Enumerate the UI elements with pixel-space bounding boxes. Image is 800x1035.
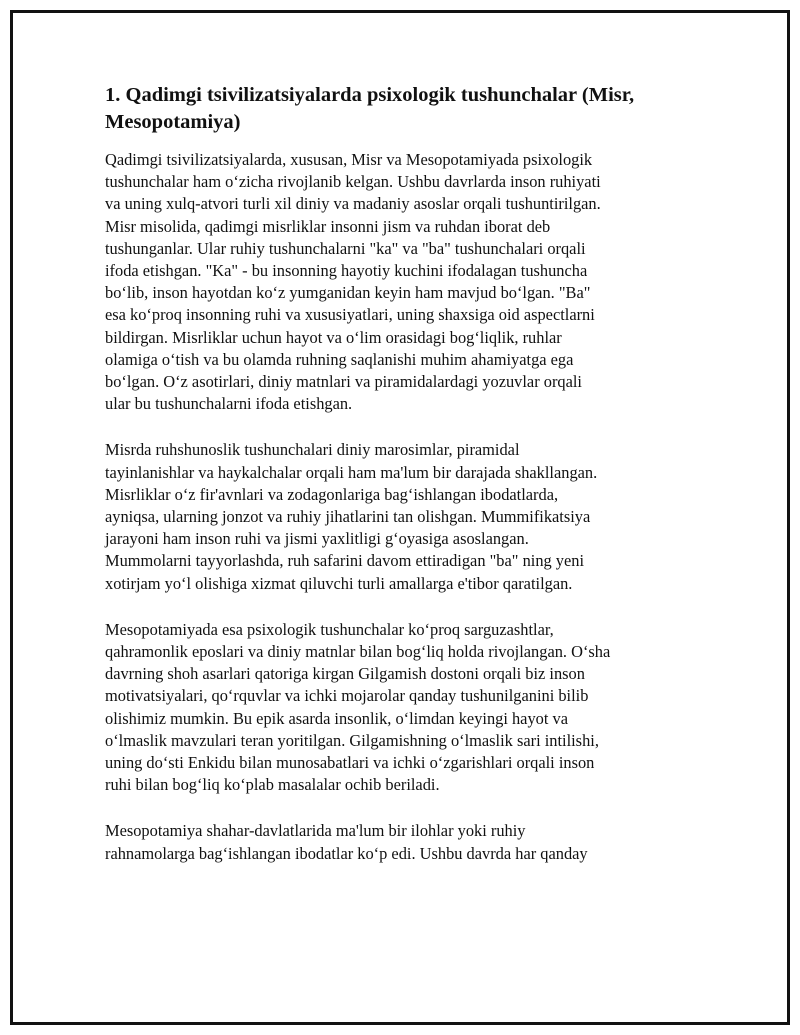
paragraph [105, 439, 685, 594]
paragraph-line: esa ko‘proq insonning ruhi va xususiyatlari, uning shaxsiga oid aspectlarni [105, 305, 595, 325]
document-content [105, 82, 685, 889]
paragraph-line: Misr misolida, qadimgi misrliklar insonni jism va ruhdan iborat deb [105, 216, 551, 236]
paragraph-line: uning do‘sti Enkidu bilan munosabatlari va ichki o‘zgarishlari orqali inson [105, 753, 595, 773]
paragraph-line: xotirjam yo‘l olishiga xizmat qiluvchi turli amallarga e'tibor qaratilgan. [105, 573, 573, 593]
paragraph-line: jarayoni ham inson ruhi va jismi yaxlitligi g‘oyasiga asoslangan. [105, 529, 529, 549]
document-body [105, 149, 685, 865]
paragraph-line: o‘lmaslik mavzulari teran yoritilgan. Gilgamishning o‘lmaslik sari intilishi, [105, 730, 599, 750]
paragraph-line: tushunganlar. Ular ruhiy tushunchalarni "ka" va "ba" tushunchalari orqali [105, 238, 586, 258]
paragraph-line: Mesopotamiya shahar-davlatlarida ma'lum bir ilohlar yoki ruhiy [105, 821, 526, 841]
title-line: 1. Qadimgi tsivilizatsiyalarda psixologik tushunchalar (Misr, [105, 84, 635, 106]
paragraph [105, 820, 685, 864]
paragraph-line: olishimiz mumkin. Bu epik asarda insonlik, o‘limdan keyingi hayot va [105, 708, 568, 728]
paragraph-line: Mesopotamiyada esa psixologik tushunchalar ko‘proq sarguzashtlar, [105, 619, 554, 639]
paragraph-line: ifoda etishgan. "Ka" - bu insonning hayotiy kuchini ifodalagan tushuncha [105, 261, 588, 281]
paragraph [105, 619, 685, 797]
paragraph-line: tushunchalar ham o‘zicha rivojlanib kelgan. Ushbu davrlarda inson ruhiyati [105, 172, 601, 192]
paragraph-line: ayniqsa, ularning jonzot va ruhiy jihatlarini tan olishgan. Mummifikatsiya [105, 507, 591, 527]
paragraph-line: bo‘lgan. O‘z asotirlari, diniy matnlari va piramidalardagi yozuvlar orqali [105, 372, 582, 392]
paragraph-line: ular bu tushunchalarni ifoda etishgan. [105, 394, 353, 414]
paragraph [105, 149, 685, 415]
paragraph-line: rahnamolarga bag‘ishlangan ibodatlar ko‘p edi. Ushbu davrda har qanday [105, 843, 588, 863]
section-title [105, 82, 685, 136]
paragraph-line: davrning shoh asarlari qatoriga kirgan Gilgamish dostoni orqali biz inson [105, 664, 585, 684]
paragraph-line: motivatsiyalari, qo‘rquvlar va ichki mojarolar qanday tushunilganini bilib [105, 686, 589, 706]
paragraph-line: bo‘lib, inson hayotdan ko‘z yumganidan keyin ham mavjud bo‘lgan. "Ba" [105, 283, 591, 303]
paragraph-line: qahramonlik eposlari va diniy matnlar bilan bog‘liq holda rivojlangan. O‘sha [105, 642, 611, 662]
paragraph-line: olamiga o‘tish va bu olamda ruhning saqlanishi muhim ahamiyatga ega [105, 349, 574, 369]
paragraph-line: Misrliklar o‘z fir'avnlari va zodagonlariga bag‘ishlangan ibodatlarda, [105, 484, 559, 504]
title-line: Mesopotamiya) [105, 111, 241, 133]
paragraph-line: bildirgan. Misrliklar uchun hayot va o‘lim orasidagi bog‘liqlik, ruhlar [105, 327, 562, 347]
paragraph-line: Misrda ruhshunoslik tushunchalari diniy marosimlar, piramidal [105, 440, 520, 460]
paragraph-line: Qadimgi tsivilizatsiyalarda, xususan, Misr va Mesopotamiyada psixologik [105, 150, 593, 169]
paragraph-line: va uning xulq-atvori turli xil diniy va madaniy asoslar orqali tushuntirilgan. [105, 194, 601, 214]
paragraph-line: ruhi bilan bog‘liq ko‘plab masalalar ochib beriladi. [105, 775, 440, 795]
paragraph-line: tayinlanishlar va haykalchalar orqali ham ma'lum bir darajada shakllangan. [105, 462, 598, 482]
paragraph-line: Mummolarni tayyorlashda, ruh safarini davom ettiradigan "ba" ning yeni [105, 551, 585, 571]
